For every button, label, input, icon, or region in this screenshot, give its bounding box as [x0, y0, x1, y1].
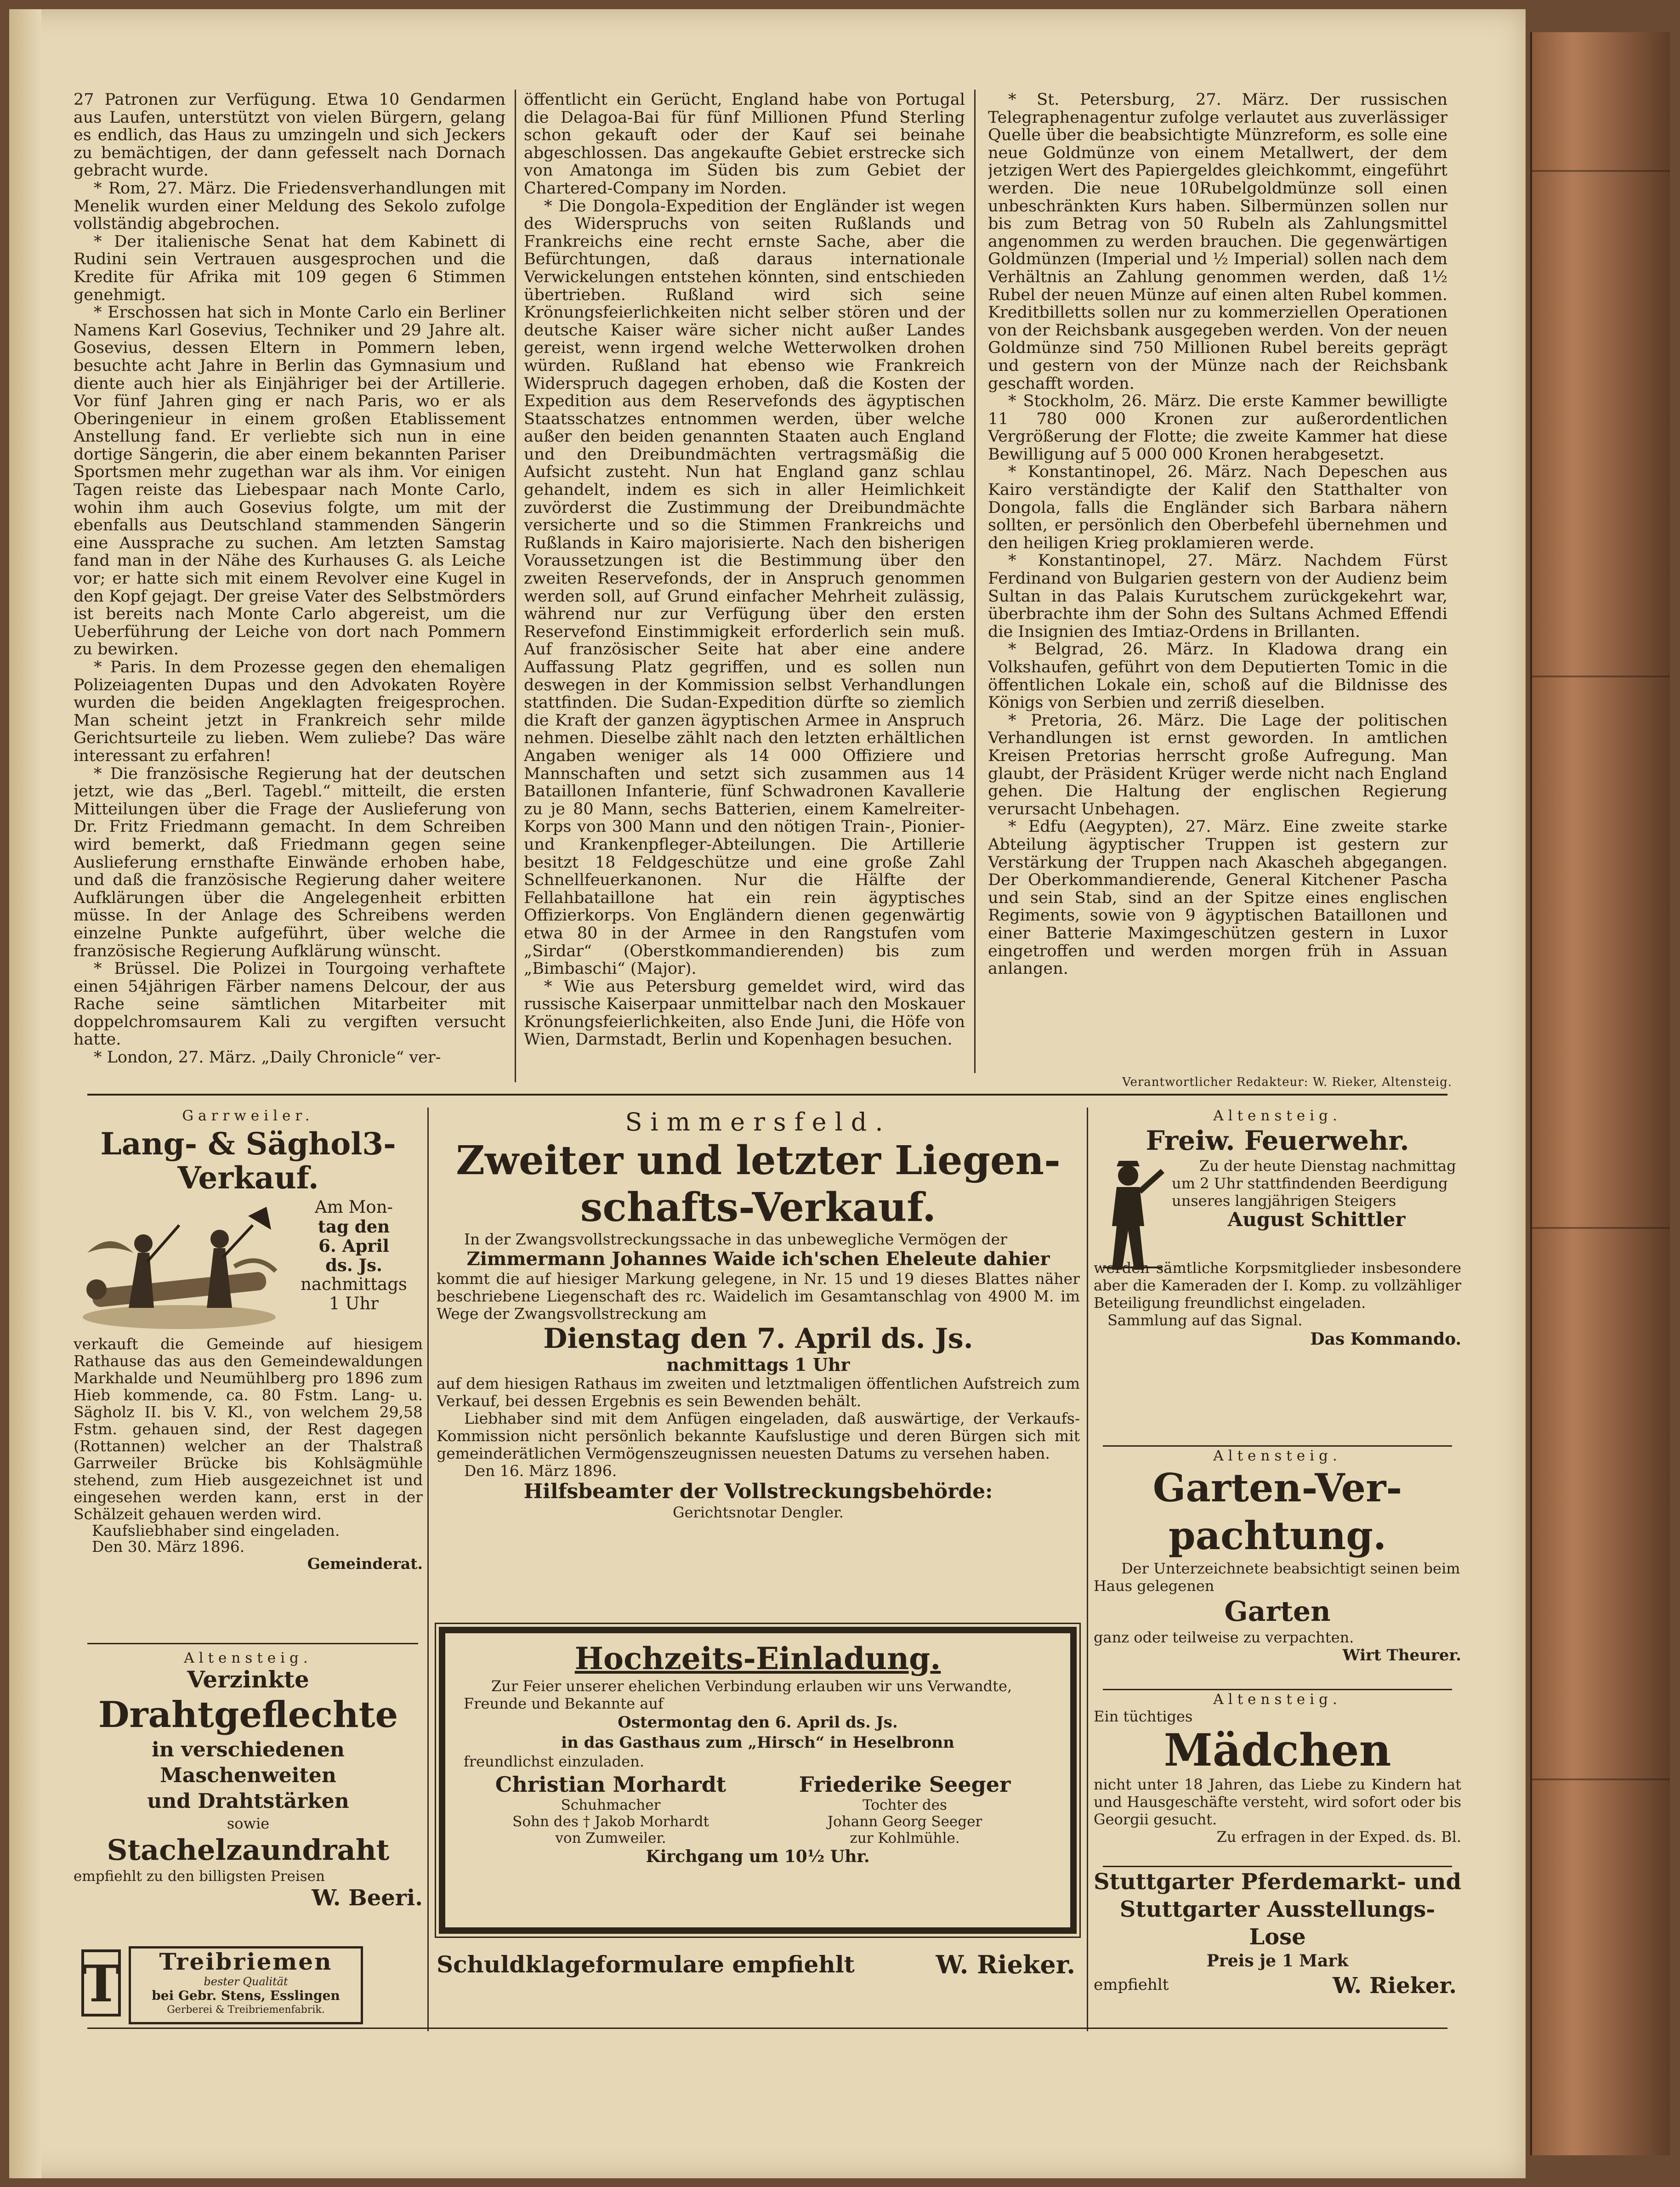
ad-line: und Drahtstärken: [147, 1789, 349, 1813]
ad-signature: W. Rieker.: [1333, 1973, 1457, 1999]
ad-text: kommt die auf hiesiger Markung gelegene, in Nr. 15 und 19 dieses Blattes näher beschriebene Liegenschaft des rc. Waidelich im Gesamtanschlag von 4900 M. im Wege der Zwangsvollstreckung am: [437, 1270, 1080, 1323]
groom-detail: Sohn des † Jakob Morhardt: [512, 1813, 709, 1830]
ad-fire-brigade: [1094, 1108, 1461, 1438]
ad-text: ganz oder teilweise zu verpachten.: [1094, 1629, 1354, 1646]
ad-forms: [437, 1948, 1080, 1990]
ad-location: Altensteig.: [184, 1650, 312, 1666]
ad-line: Gerberei & Treibriemenfabrik.: [167, 2004, 325, 2016]
ad-invite: Kaufsliebhaber sind eingeladen.: [92, 1522, 340, 1539]
ad-date-line: ds. Js.: [325, 1255, 382, 1275]
ad-line: Stuttgarter Pferdemarkt- und: [1094, 1869, 1461, 1895]
newspaper-page: [9, 9, 1526, 2178]
article-paragraph: * Brüssel. Die Polizei in Tourgoing verhaftete einen 54jährigen Färber namens Delcour, der aus Rache seine sämtlichen Mitarbeiter mit doppelchromsaurem Kali zu vergiften versucht hatte.: [74, 960, 505, 1049]
ad-title: Treibriemen: [159, 1948, 333, 1975]
ad-place: in das Gasthaus zum „Hirsch“ in Heselbronn: [561, 1733, 954, 1752]
ad-property-sale: [437, 1108, 1080, 1618]
ad-time: nachmittags 1 Uhr: [666, 1354, 850, 1375]
ad-body: verkauft die Gemeinde auf hiesigem Rathause das aus den Gemeindewaldungen Markhalde und Neumühlberg pro 1896 zum Hieb kommende, ca. 80 Fstm. Lang- u. Sägholz II. bis V. Kl., von welchem 29,58 Fstm. gehauen sind, der Rest dagegen (Rottannen) welcher an der Thalstraß Garrweiler Brücke bis Kohlsägmühle stehend, zum Hieb ausgezeichnet ist und eingesehen werden kann, erst in der Schälzeit gehauen werden wird.: [74, 1335, 423, 1523]
ad-text: freundlichst einzuladen.: [464, 1753, 644, 1770]
article-paragraph: * Rom, 27. März. Die Friedensverhandlungen mit Menelik wurden einer Meldung des Sekolo zufolge vollständig abgebrochen.: [74, 179, 505, 233]
ad-divider: [1103, 1445, 1452, 1447]
ad-date: Den 16. März 1896.: [464, 1462, 617, 1480]
ad-text: nicht unter 18 Jahren, das Liebe zu Kindern hat und Hausgeschäfte versteht, wird sofort oder bis Georgii gesucht.: [1094, 1776, 1461, 1828]
belt-pulley-icon: [78, 1946, 124, 2020]
ad-title: Lang- & Säghol3-: [100, 1126, 396, 1162]
ad-location: Garrweiler.: [182, 1108, 314, 1124]
ad-price: Preis je 1 Mark: [1206, 1951, 1349, 1971]
ad-line: sowie: [227, 1815, 270, 1832]
ad-divider: [1103, 1689, 1452, 1690]
ad-text: Der Unterzeichnete beabsichtigt seinen beim Haus gelegenen: [1094, 1560, 1460, 1595]
ad-title: Zweiter und letzter Liegen-: [456, 1137, 1061, 1184]
ad-belt: [129, 1946, 363, 2024]
ad-date-line: 6. April: [318, 1236, 389, 1256]
woodcutters-illustration-icon: [74, 1198, 285, 1335]
article-paragraph: * London, 27. März. „Daily Chronicle“ ver-: [94, 1048, 441, 1067]
ad-title: schafts-Verkauf.: [580, 1184, 936, 1231]
section-divider: [87, 1094, 1447, 1096]
ad-column-divider: [1087, 1108, 1088, 2031]
ad-date: Dienstag den 7. April ds. Js.: [543, 1323, 973, 1355]
ad-title: Mädchen: [1164, 1724, 1391, 1776]
ad-text: Zur Feier unserer ehelichen Verbindung erlauben wir uns Verwandte, Freunde und Bekannte auf: [464, 1677, 1012, 1712]
article-paragraph: 27 Patronen zur Verfügung. Etwa 10 Gendarmen aus Laufen, unterstützt von vielen Bürgern, gelang es endlich, das Haus zu umzingeln und sich Jeckers zu bemächtigen, der dann gefesselt nach Dornach gebracht wurde.: [74, 91, 505, 180]
ad-garden-lease: [1094, 1448, 1461, 1687]
ad-line: Stuttgarter Ausstellungs-Lose: [1119, 1897, 1436, 1950]
article-paragraph: * Der italienische Senat hat dem Kabinett di Rudini sein Vertrauen ausgesprochen und die Kredite für Afrika mit 109 gegen 6 Stimmen genehmigt.: [74, 232, 505, 304]
ad-date-line: nachmittags: [301, 1274, 407, 1294]
ad-date: Ostermontag den 6. April ds. Js.: [618, 1713, 898, 1732]
ad-official: Gerichtsnotar Dengler.: [673, 1504, 844, 1521]
ad-line: Verzinkte: [187, 1666, 309, 1693]
column-divider: [974, 90, 976, 1073]
ad-signature: Das Kommando.: [1310, 1329, 1461, 1349]
ad-name: August Schittler: [1227, 1208, 1406, 1231]
column-divider: [515, 90, 516, 1082]
page-edge: [9, 9, 41, 2178]
article-paragraph: * Edfu (Aegypten), 27. März. Eine zweite starke Abteilung ägyptischer Truppen ist gestern zur Verstärkung der Truppen nach Akascheh abgegangen. Der Oberkommandierende, General Kitchener Pascha und sein Stab, sind an der Spitze eines englischen Regiments, sowie von 9 ägyptischen Bataillonen und einer Batterie Maximgeschützen gestern in Luxor eingetroffen und werden morgen früh in Assuan anlangen.: [988, 818, 1447, 978]
ad-wedding-invitation: [439, 1627, 1077, 1934]
bride-name: Friederike Seeger: [799, 1772, 1011, 1797]
ad-divider: [87, 1643, 418, 1644]
ad-title: Garten-Ver-: [1152, 1465, 1402, 1511]
page-bottom-rule: [87, 2028, 1447, 2029]
ad-line: in verschiedenen Maschenweiten: [152, 1738, 345, 1787]
article-paragraph: * Paris. In dem Prozesse gegen den ehemaligen Polizeiagenten Dupas und den Advokaten Royère wurden die beiden Angeklagten freigesprochen. Man scheint jetzt in Frankreich sehr milde Gerichtsurteile zu lieben. Wem zuliebe? Das wäre interessant zu erfahren!: [74, 658, 505, 765]
article-paragraph: * Belgrad, 26. März. In Kladowa drang ein Volkshaufen, geführt von dem Deputierten Tomic in die öffentlichen Lokale ein, schoß auf die Bildnisse des Königs von Serbien und zerriß dieselben.: [988, 640, 1447, 712]
article-paragraph: * Pretoria, 26. März. Die Lage der politischen Verhandlungen ist ernst geworden. In amtlichen Kreisen Pretorias herrscht große Aufregung. Man glaubt, der Präsident Krüger werde nicht nach England gehen. Die Haltung der englischen Regierung verursacht Unbehagen.: [988, 711, 1447, 818]
ad-location: Altensteig.: [1213, 1691, 1342, 1708]
firefighter-icon: [1094, 1157, 1172, 1277]
ad-text: empfiehlt: [1094, 1976, 1169, 1994]
groom-detail: von Zumweiler.: [555, 1830, 666, 1846]
article-column-2: [524, 91, 965, 1093]
ad-word: Garten: [1224, 1596, 1331, 1628]
ad-date-line: Am Mon-: [314, 1197, 393, 1217]
ad-location: Altensteig.: [1213, 1448, 1342, 1464]
ad-church-time: Kirchgang um 10½ Uhr.: [646, 1847, 870, 1866]
ad-text: In der Zwangsvollstreckungssache in das unbewegliche Vermögen der: [464, 1230, 1007, 1248]
ad-wire-mesh: [74, 1650, 423, 1926]
article-paragraph: * Die französische Regierung hat der deutschen jetzt, wie das „Berl. Tagebl.“ mitteilt, die ersten Mitteilungen über die Frage der Auslieferung von Dr. Fritz Friedmann gemacht. In dem Schreiben wird bemerkt, daß Friedmann gegen seine Auslieferung ernsthafte Einwände erhoben habe, und daß die französische Regierung daher weitere Aufklärungen über die Angelegenheit erbitten müsse. In der Anlage des Schreibens werden einzelne Punkte aufgeführt, über welche die französische Regierung Aufklärung wünscht.: [74, 764, 505, 960]
book-binding: [1530, 32, 1670, 2155]
ad-signature: W. Rieker.: [936, 1950, 1075, 1979]
ad-divider: [1103, 1866, 1452, 1867]
groom-detail: Schuhmacher: [561, 1797, 661, 1813]
article-paragraph: * Konstantinopel, 26. März. Nach Depeschen aus Kairo verständigte der Kalif den Statthalter von Dongola, falls die Engländer sich Barbara nähern sollten, er persönlich den Oberbefehl übernehmen und den heiligen Krieg proklamieren werde.: [988, 463, 1447, 552]
article-column-1: [74, 91, 505, 1093]
ad-authority: Hilfsbeamter der Vollstreckungsbehörde:: [523, 1480, 993, 1503]
editor-credit: Verantwortlicher Redakteur: W. Rieker, Altensteig.: [1122, 1075, 1452, 1089]
article-paragraph: * Die Dongola-Expedition der Engländer ist wegen des Widerspruchs von seiten Rußlands und Frankreichs eine recht ernste Sache, aber die Befürchtungen, daß daraus internationale Verwickelungen entstehen könnten, sind entschieden übertrieben. Rußland wird sich seine Krönungsfeierlichkeiten nicht selber stören und der deutsche Kaiser wäre sicher nicht außer Landes gereist, wenn irgend welche Wetterwolken drohen würden. Rußland hat ebenso wie Frankreich Widerspruch dagegen erhoben, daß die Kosten der Expedition aus dem Reservefonds des ägyptischen Staatsschatzes entnommen werden, über welche außer den beiden genannten Staaten auch England und den Dreibundmächten vertragsmäßig die Aufsicht zusteht. Nun hat England ganz schlau gehandelt, indem es sich in aller Heimlichkeit zuvörderst die Zustimmung der Dreibundmächte versicherte und so die Stimmen Frankreichs und Rußlands in Kairo majorisierte. Nach den bisherigen Voraussetzungen ist die Bestimmung über den zweiten Reservefonds, der in Anspruch genommen werden soll, auf Grund einfacher Mehrheit zulässig, während nur zur Verfügung über den ersten Reservefond Einstimmigkeit erforderlich sein muß. Auf französischer Seite hat aber eine andere Auffassung Platz gegriffen, und es sollen nun deswegen in der Kommission selbst Verhandlungen stattfinden. Die Sudan-Expedition dürfte so ziemlich die Kraft der ganzen ägyptischen Armee in Anspruch nehmen. Dieselbe zählt nach den letzten erhältlichen Angaben weniger als 14 000 Offiziere und Mannschaften und setzt sich zusammen aus 14 Bataillonen Infanterie, fünf Schwadronen Kavallerie zu je 80 Mann, sechs Batterien, einem Kamelreiter-Korps von 300 Mann und den nötigen Train-, Pionier- und Krankenpfleger-Abteilungen. Die Artillerie besitzt 18 Feldgeschütze und eine große Zahl Schnellfeuerkanonen. Nur die Hälfte der Fellahbataillone hat ein rein ägyptisches Offizierkorps. Von Engländern dienen gegenwärtig etwa 80 in der Armee in den Rangstufen vom „Sirdar“ (Oberstkommandierenden) bis zum „Bimbaschi“ (Major).: [524, 197, 965, 978]
article-paragraph: * St. Petersburg, 27. März. Der russischen Telegraphenagentur zufolge verlautet aus zuverlässiger Quelle über die beabsichtigte Münzreform, es solle eine neue Goldmünze von einem Metallwert, der dem jetzigen Wert des Papiergeldes gleichkommt, eingeführt werden. Die neue 10Rubelgoldmünze soll einen unbeschränkten Kurs haben. Silbermünzen sollen nur bis zum Betrag von 50 Rubeln als Zahlungsmittel angenommen zu werden brauchen. Die gegenwärtigen Goldmünzen (Imperial und ½ Imperial) sollen nach dem Verhältnis an Zahlung genommen werden, daß 1½ Rubel der neuen Münze auf einen alten Rubel kommen. Kreditbilletts sollen nur zu kommerziellen Operationen von der Reichsbank ausgegeben werden. Von der neuen Goldmünze sind 750 Millionen Rubel bereits geprägt und gestern von der Münze nach der Reichsbank geschafft worden.: [988, 91, 1447, 393]
bride-detail: zur Kohlmühle.: [850, 1830, 960, 1846]
ad-signature: W. Beeri.: [312, 1885, 423, 1911]
ad-text: auf dem hiesigen Rathaus im zweiten und letztmaligen öffentlichen Aufstreich zum Verkauf, bei dessen Ergebnis es sein Bewenden behält.: [437, 1375, 1080, 1410]
ad-location: Altensteig.: [1213, 1108, 1342, 1124]
bride-detail: Tochter des: [863, 1797, 947, 1813]
ad-title: Hochzeits-Einladung.: [574, 1641, 941, 1676]
article-paragraph: * Stockholm, 26. März. Die erste Kammer bewilligte 11 780 000 Kronen zur außerordentlichen Vergrößerung der Flotte; die zweite Kammer hat diese Bewilligung auf 5 000 000 Kronen herabgesetzt.: [988, 392, 1447, 464]
ad-text: Schuldklageformulare empfiehlt: [437, 1951, 855, 1978]
ad-text: werden sämtliche Korpsmitglieder insbesondere aber die Kameraden der I. Komp. zu vollzähliger Beteiligung freundlichst eingeladen.: [1094, 1259, 1461, 1312]
ad-maid-wanted: [1094, 1691, 1461, 1861]
ad-text: Zu der heute Dienstag nachmittag um 2 Uhr stattfindenden Beerdigung unseres langjährigen Steigers: [1172, 1157, 1456, 1210]
article-paragraph: öffentlicht ein Gerücht, England habe von Portugal die Delagoa-Bai für fünf Millionen Pfund Sterling schon gekauft oder der Kauf sei beinahe abgeschlossen. Das angekaufte Gebiet erstrecke sich von Amatonga im Süden bis zum Gebiet der Chartered-Company im Norden.: [524, 91, 965, 198]
ad-title: Drahtgeflechte: [98, 1694, 398, 1736]
ad-text: Sammlung auf das Signal.: [1107, 1312, 1303, 1329]
ad-title: Freiw. Feuerwehr.: [1146, 1125, 1409, 1156]
ad-lottery-tickets: [1094, 1868, 1461, 2024]
ad-title: Stachelzaundraht: [107, 1833, 390, 1867]
ad-date-line: 1 Uhr: [329, 1294, 379, 1313]
ad-line: bei Gebr. Stens, Esslingen: [152, 1988, 340, 2003]
ad-text: Zu erfragen in der Exped. ds. Bl.: [1216, 1828, 1461, 1846]
ad-line: bester Qualität: [204, 1975, 288, 1988]
ad-location: Simmersfeld.: [625, 1108, 891, 1136]
ad-signature: Wirt Theurer.: [1342, 1646, 1461, 1664]
bride-detail: Johann Georg Seeger: [827, 1813, 982, 1830]
article-paragraph: * Erschossen hat sich in Monte Carlo ein Berliner Namens Karl Gosevius, Techniker und 29 Jahre alt. Gosevius, dessen Eltern in Pommern leben, besuchte acht Jahre in Berlin das Gymnasium und diente auch hier als Einjähriger bei der Artillerie. Vor fünf Jahren ging er nach Paris, wo er als Oberingenieur in einem großen Etablissement Anstellung fand. Er verliebte sich nun in eine dortige Sängerin, die aber einem bekannten Pariser Sportsmen mehr zugethan war als ihm. Vor einigen Tagen reiste das Liebespaar nach Monte Carlo, wohin ihm auch Gosevius folgte, um mit der ebenfalls aus Deutschland stammenden Sängerin eine Aussprache zu suchen. Am letzten Samstag fand man in der Nähe des Kurhauses G. als Leiche vor; er hatte sich mit einem Revolver eine Kugel in den Kopf gejagt. Der greise Vater des Selbstmörders ist bereits nach Monte Carlo abgereist, um die Ueberführung der Leiche von dort nach Pommern zu bewirken.: [74, 303, 505, 659]
ad-text: Liebhaber sind mit dem Anfügen eingeladen, daß auswärtige, der Verkaufs-Kommission nicht persönlich bekannte Kaufslustige und deren Bürgen sich mit gemeinderätlichen Vermögenszeugnissen neuesten Datums zu versehen haben.: [437, 1409, 1080, 1462]
ad-name: Zimmermann Johannes Waide ich'schen Eheleute dahier: [466, 1248, 1050, 1270]
ad-column-divider: [427, 1108, 429, 2031]
ad-title: Verkauf.: [177, 1160, 319, 1196]
groom-name: Christian Morhardt: [495, 1772, 726, 1797]
ad-wood-sale: [74, 1108, 423, 1641]
article-paragraph: * Konstantinopel, 27. März. Nachdem Fürst Ferdinand von Bulgarien gestern von der Audienz beim Sultan in das Palais Kurutschem zurückgekehrt war, überbrachte ihm der Sohn des Sultans Achmed Effendi die Insignien des Imtiaz-Ordens in Brillanten.: [988, 551, 1447, 641]
svg-text:T: T: [82, 1954, 120, 2013]
ad-title: pachtung.: [1168, 1513, 1387, 1558]
ad-line: empfiehlt zu den billigsten Preisen: [74, 1868, 325, 1885]
ad-date-line: tag den: [318, 1216, 390, 1237]
article-paragraph: * Wie aus Petersburg gemeldet wird, wird das russische Kaiserpaar unmittelbar nach den Moskauer Krönungsfeierlichkeiten, also Ende Juni, die Höfe von Wien, Darmstadt, Berlin und Kopenhagen besuchen.: [524, 977, 965, 1049]
article-column-3: [988, 91, 1447, 1072]
ad-text: Ein tüchtiges: [1094, 1708, 1193, 1725]
ad-date: Den 30. März 1896.: [92, 1538, 245, 1556]
ad-signature: Gemeinderat.: [307, 1555, 423, 1573]
